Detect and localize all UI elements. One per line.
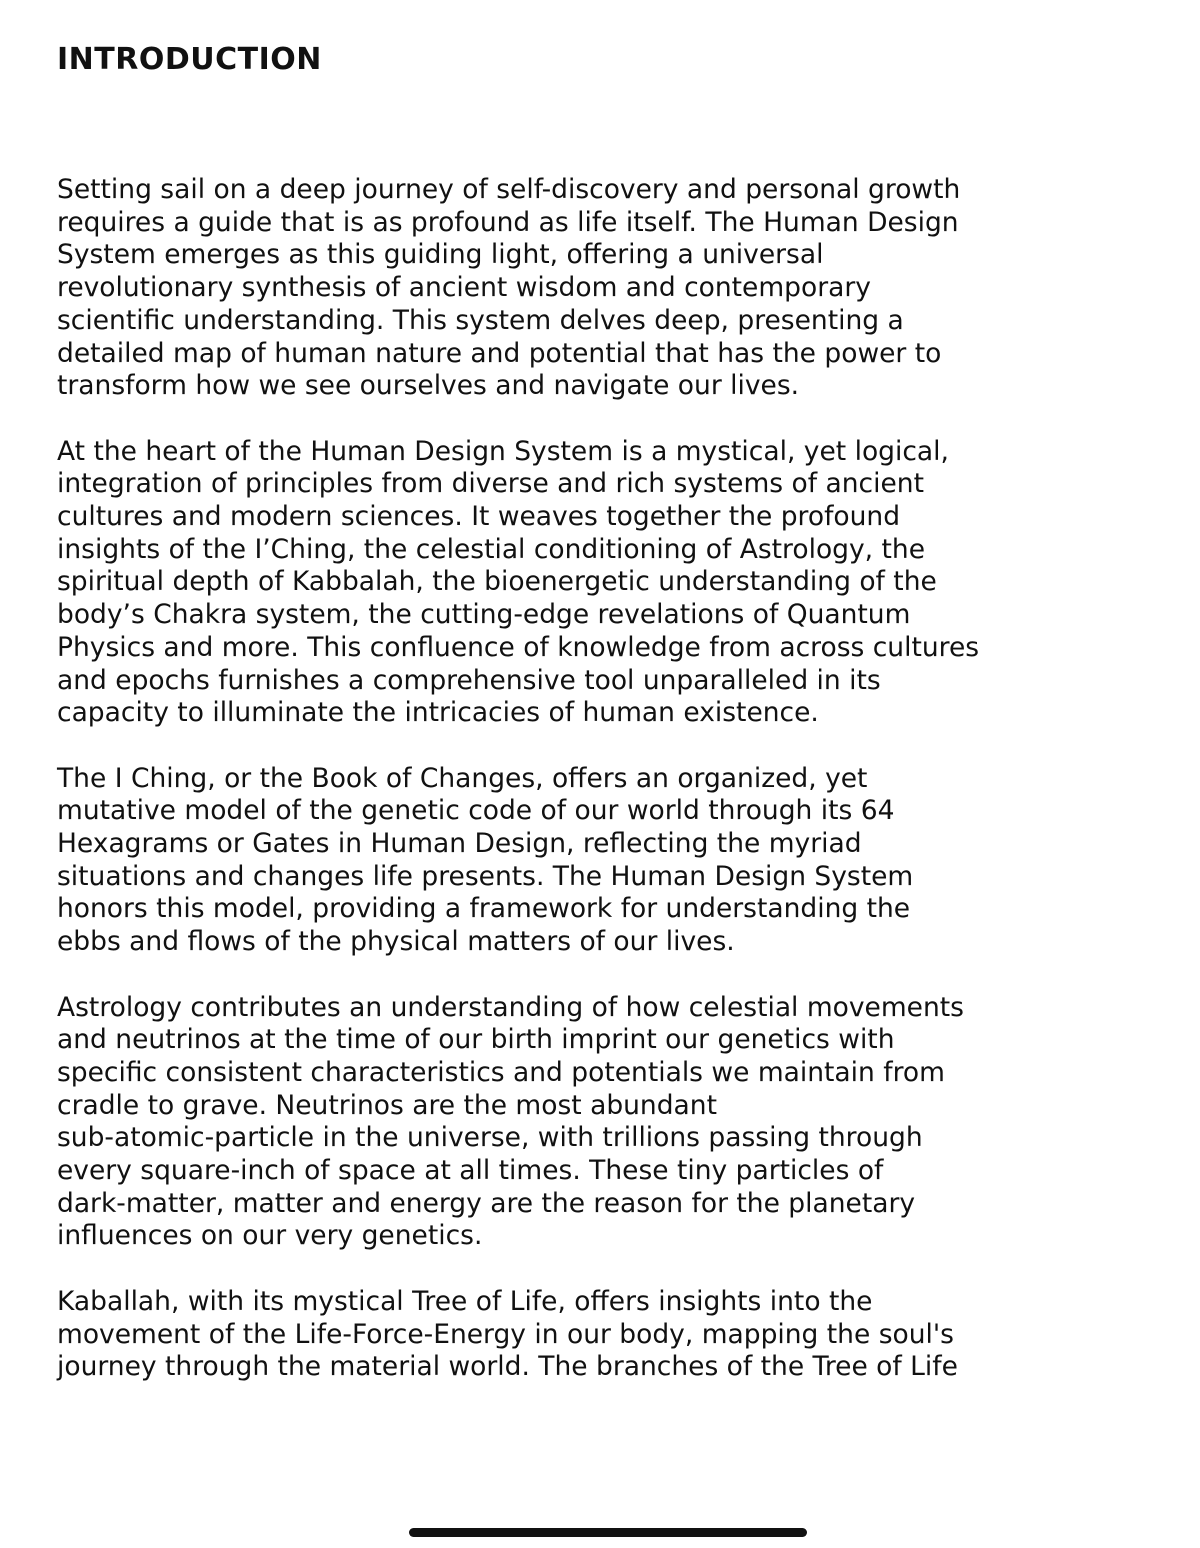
text-line: Astrology contributes an understanding of how celestial movements bbox=[57, 991, 964, 1023]
body-paragraph bbox=[57, 992, 1147, 1254]
body-paragraph bbox=[57, 174, 1147, 403]
text-line: and neutrinos at the time of our birth imprint our genetics with bbox=[57, 1024, 895, 1056]
text-line: mutative model of the genetic code of our world through its 64 bbox=[57, 795, 895, 827]
text-line: detailed map of human nature and potential that has the power to bbox=[57, 337, 942, 369]
text-line: Kaballah, with its mystical Tree of Life, offers insights into the bbox=[57, 1285, 873, 1317]
text-line: integration of principles from diverse and rich systems of ancient bbox=[57, 468, 924, 500]
text-line: revolutionary synthesis of ancient wisdom and contemporary bbox=[57, 272, 871, 304]
text-line: insights of the I’Ching, the celestial conditioning of Astrology, the bbox=[57, 533, 926, 565]
text-line: System emerges as this guiding light, offering a universal bbox=[57, 239, 824, 271]
text-line: cultures and modern sciences. It weaves together the profound bbox=[57, 501, 901, 533]
text-line: The I Ching, or the Book of Changes, offers an organized, yet bbox=[57, 762, 868, 794]
text-line: spiritual depth of Kabbalah, the bioenergetic understanding of the bbox=[57, 566, 937, 598]
text-line: ebbs and flows of the physical matters of our lives. bbox=[57, 926, 735, 958]
text-line: cradle to grave. Neutrinos are the most abundant bbox=[57, 1089, 717, 1121]
text-line: scientific understanding. This system delves deep, presenting a bbox=[57, 304, 904, 336]
text-line: At the heart of the Human Design System is a mystical, yet logical, bbox=[57, 435, 949, 467]
text-line: Hexagrams or Gates in Human Design, reflecting the myriad bbox=[57, 828, 862, 860]
text-line: specific consistent characteristics and potentials we maintain from bbox=[57, 1056, 945, 1088]
text-line: movement of the Life-Force-Energy in our body, mapping the soul's bbox=[57, 1318, 954, 1350]
text-line: influences on our very genetics. bbox=[57, 1220, 483, 1252]
page-title: INTRODUCTION bbox=[57, 42, 322, 77]
home-indicator-bar[interactable] bbox=[409, 1528, 807, 1537]
text-line: honors this model, providing a framework for understanding the bbox=[57, 893, 911, 925]
text-line: requires a guide that is as profound as life itself. The Human Design bbox=[57, 206, 959, 238]
text-line: Physics and more. This confluence of knowledge from across cultures bbox=[57, 631, 980, 663]
text-line: capacity to illuminate the intricacies of human existence. bbox=[57, 697, 819, 729]
body-paragraph bbox=[57, 436, 1147, 730]
text-line: journey through the material world. The branches of the Tree of Life bbox=[57, 1351, 958, 1383]
text-line: body’s Chakra system, the cutting-edge revelations of Quantum bbox=[57, 599, 911, 631]
body-paragraph bbox=[57, 1286, 1147, 1384]
text-line: every square-inch of space at all times. These tiny particles of bbox=[57, 1155, 884, 1187]
text-line: and epochs furnishes a comprehensive tool unparalleled in its bbox=[57, 664, 881, 696]
text-line: Setting sail on a deep journey of self-discovery and personal growth bbox=[57, 174, 961, 205]
document-body bbox=[57, 174, 1147, 1384]
text-line: sub-atomic-particle in the universe, with trillions passing through bbox=[57, 1122, 923, 1154]
text-line: situations and changes life presents. The Human Design System bbox=[57, 860, 914, 892]
body-paragraph bbox=[57, 763, 1147, 959]
document-page bbox=[57, 38, 1147, 1417]
text-line: transform how we see ourselves and navigate our lives. bbox=[57, 370, 800, 402]
text-line: dark-matter, matter and energy are the reason for the planetary bbox=[57, 1187, 916, 1219]
